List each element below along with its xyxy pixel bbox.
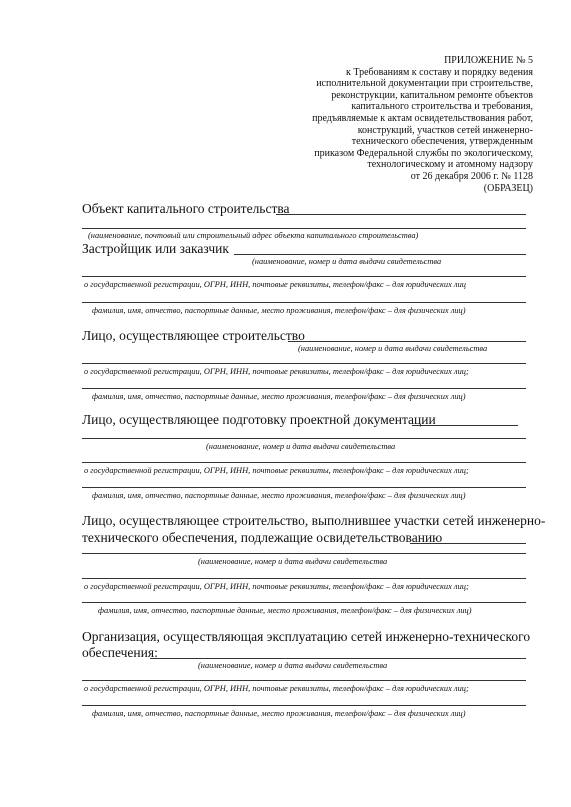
networks-hint-person: фамилия, имя, отчество, паспортные данные, место проживания, телефон/факс – для физических лиц) (98, 606, 472, 615)
designer-name-field-2[interactable] (82, 438, 526, 439)
appendix-line: от 26 декабря 2006 г. № 1128 (410, 170, 533, 182)
builder-name-field[interactable] (288, 341, 526, 342)
appendix-line: приказом Федеральной службы по экологическому, (314, 147, 533, 159)
networks-label-cont: технического обеспечения, подлежащие освидетельствованию (82, 530, 443, 545)
designer-hint-registration: о государственной регистрации, ОГРН, ИНН, почтовые реквизиты, телефон/факс – для юридических лиц; (84, 466, 469, 475)
designer-label: Лицо, осуществляющее подготовку проектной документации (82, 412, 436, 427)
networks-name-field-2[interactable] (82, 553, 526, 554)
developer-registration-field[interactable] (82, 276, 526, 277)
developer-label: Застройщик или заказчик (82, 241, 229, 256)
developer-hint-registration: о государственной регистрации, ОГРН, ИНН, почтовые реквизиты, телефон/факс – для юридических лиц (84, 280, 466, 289)
operator-label-cont: обеспечения: (82, 645, 158, 660)
builder-hint-registration: о государственной регистрации, ОГРН, ИНН, почтовые реквизиты, телефон/факс – для юридических лиц; (84, 367, 469, 376)
appendix-line: технологическому и атомному надзору (367, 159, 533, 171)
appendix-header (233, 55, 533, 194)
networks-hint-registration: о государственной регистрации, ОГРН, ИНН, почтовые реквизиты, телефон/факс – для юридических лиц; (84, 582, 469, 591)
builder-label: Лицо, осуществляющее строительство (82, 328, 305, 343)
appendix-line: предъявляемые к актам освидетельствования работ, (312, 112, 533, 124)
designer-hint-name: (наименование, номер и дата выдачи свидетельства (206, 442, 396, 451)
operator-hint-name: (наименование, номер и дата выдачи свидетельства (198, 661, 388, 670)
appendix-line: реконструкции, капитальном ремонте объектов (331, 89, 533, 101)
object-address-field[interactable] (82, 228, 526, 229)
builder-hint-person: фамилия, имя, отчество, паспортные данные, место проживания, телефон/факс – для физических лиц) (92, 392, 466, 401)
operator-person-field[interactable] (82, 705, 526, 706)
appendix-line: к Требованиям к составу и порядку ведения (346, 66, 533, 78)
appendix-line: исполнительной документации при строительстве, (316, 78, 533, 90)
object-label: Объект капитального строительства (82, 201, 290, 216)
appendix-sample-mark: (ОБРАЗЕЦ) (483, 182, 533, 194)
operator-name-field[interactable] (150, 658, 526, 659)
operator-hint-registration: о государственной регистрации, ОГРН, ИНН, почтовые реквизиты, телефон/факс – для юридических лиц; (84, 684, 469, 693)
networks-name-field[interactable] (410, 543, 526, 544)
appendix-line: капитального строительства и требования, (351, 101, 533, 113)
object-hint: (наименование, почтовый или строительный адрес объекта капитального строительства) (88, 231, 419, 240)
operator-hint-person: фамилия, имя, отчество, паспортные данные, место проживания, телефон/факс – для физических лиц) (92, 709, 466, 718)
networks-registration-field[interactable] (82, 578, 526, 579)
appendix-line: технического обеспечения, утвержденным (351, 136, 533, 148)
builder-person-field[interactable] (82, 388, 526, 389)
developer-hint-person: фамилия, имя, отчество, паспортные данные, место проживания, телефон/факс – для физических лиц) (92, 306, 466, 315)
designer-person-field[interactable] (82, 487, 526, 488)
designer-registration-field[interactable] (82, 462, 526, 463)
appendix-line: конструкций, участков сетей инженерно- (357, 124, 533, 136)
operator-label: Организация, осуществляющая эксплуатацию сетей инженерно-технического (82, 629, 531, 644)
builder-registration-field[interactable] (82, 363, 526, 364)
developer-hint-name: (наименование, номер и дата выдачи свидетельства (252, 257, 442, 266)
operator-registration-field[interactable] (82, 680, 526, 681)
designer-hint-person: фамилия, имя, отчество, паспортные данные, место проживания, телефон/факс – для физических лиц) (92, 491, 466, 500)
appendix-title: ПРИЛОЖЕНИЕ № 5 (444, 55, 533, 66)
developer-name-field[interactable] (234, 254, 526, 255)
object-name-field[interactable] (276, 214, 526, 215)
networks-hint-name: (наименование, номер и дата выдачи свидетельства (198, 557, 388, 566)
developer-person-field[interactable] (82, 302, 526, 303)
builder-hint-name: (наименование, номер и дата выдачи свидетельства (298, 344, 488, 353)
networks-person-field[interactable] (82, 602, 526, 603)
networks-label: Лицо, осуществляющее строительство, выполнившее участки сетей инженерно- (82, 513, 546, 528)
designer-name-field[interactable] (412, 425, 518, 426)
